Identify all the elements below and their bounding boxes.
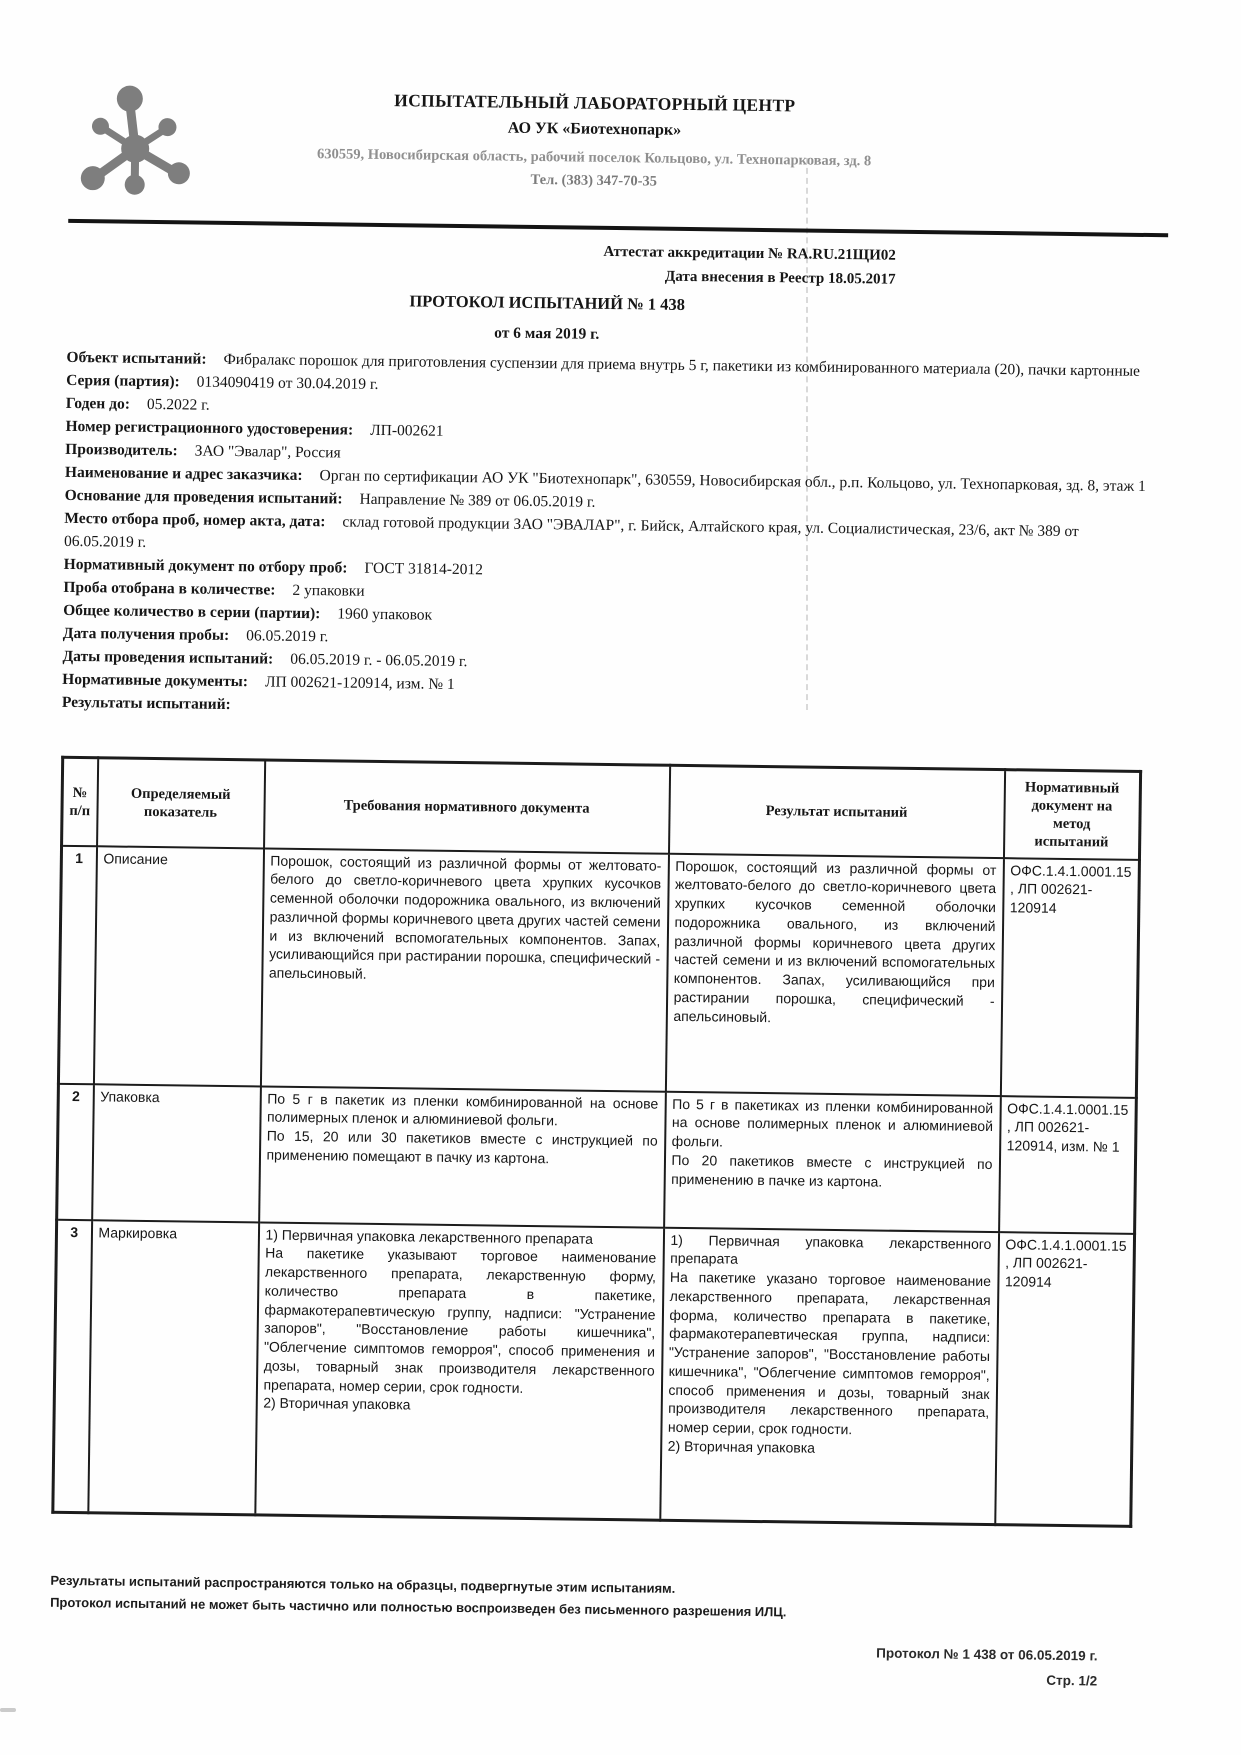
table-row	[53, 1219, 1135, 1526]
field-manufacturer: Производитель: ЗАО "Эвалар", Россия	[65, 440, 341, 462]
row-method-doc: ОФС.1.4.1.0001.15, ЛП 002621-120914, изм. № 1	[999, 1096, 1137, 1234]
row-requirement: По 5 г в пакетик из пленки комбинированной на основе полимерных пленок и алюминиевой фольги. По 15, 20 или 30 пакетиков вместе с инструкцией по применению помещают в пачку из картона.	[259, 1086, 666, 1227]
row-indicator: Упаковка	[92, 1084, 261, 1222]
table-row	[57, 1083, 1137, 1233]
field-customer: Наименование и адрес заказчика: Орган по сертификации АО УК "Биотехнопарк", 630559, Новосибирская обл., р.п. Кольцово, ул. Технопарковая, зд. 8, этаж 1	[64, 463, 1146, 495]
row-result: По 5 г в пакетиках из пленки комбинированной на основе полимерных пленок и алюминиевой фольги. По 20 пакетиков вместе с инструкцией по применению в пачке из картона.	[664, 1091, 1001, 1231]
organization-name: АО УК «Биотехнопарк»	[507, 119, 682, 139]
row-indicator: Маркировка	[88, 1220, 259, 1515]
footer-notes	[50, 1569, 1156, 1627]
field-registration-number: Номер регистрационного удостоверения: ЛП-002621	[65, 417, 444, 440]
row-num: 1	[58, 845, 96, 1083]
accreditation-block	[67, 233, 1174, 295]
header-requirement: Требования нормативного документа	[264, 760, 670, 853]
row-result: Порошок, состоящий из различной формы от желтовато-белого до светло-коричневого цвета хрупких кусочков семенной оболочки подорожника овального, из включений различной формы коричневого цвета других частей семени и из включений вспомогательных компонентов. Запах, усиливающийся при растирании порошка, специфический - апельсиновый.	[665, 853, 1003, 1095]
row-num: 2	[57, 1083, 94, 1219]
field-object: Объект испытаний: Фибралакс порошок для приготовления суспензии для приема внутрь 5 г, пакетики из комбинированного материала (20), пачки картонные	[66, 348, 1141, 380]
scan-artifact-bottom-left	[0, 1708, 16, 1712]
field-basis: Основание для проведения испытаний: Направление № 389 от 06.05.2019 г.	[64, 486, 596, 511]
field-sample-received-date: Дата получения пробы: 06.05.2019 г.	[62, 624, 329, 646]
row-requirement: 1) Первичная упаковка лекарственного препарата На пакетике указывают торговое наименование лекарственного препарата, лекарственную форму, количество препарата в пакетике, фармакотерапевтическую группу, надписи: "Устранение запоров", "Восстановление работы кишечника", "Облегчение симптомов геморроя", способ применения и дозы, товарный знак производителя лекарственного препарата, номер серии, срок годности. 2) Вторичная упаковка	[255, 1222, 664, 1520]
protocol-title-date: от 6 мая 2019 г.	[494, 324, 600, 343]
field-sample-quantity: Проба отобрана в количестве: 2 упаковки	[63, 578, 365, 600]
header-result: Результат испытаний	[669, 765, 1005, 857]
table-row	[58, 845, 1139, 1097]
protocol-fields	[62, 346, 1152, 728]
protocol-title-number: ПРОТОКОЛ ИСПЫТАНИЙ № 1 438	[409, 291, 686, 314]
field-batch-quantity: Общее количество в серии (партии): 1960 упаковок	[63, 601, 433, 624]
header-num: № п/п	[62, 757, 98, 845]
field-expiry: Годен до: 05.2022 г.	[65, 394, 210, 414]
row-method-doc: ОФС.1.4.1.0001.15, ЛП 002621-120914	[995, 1232, 1135, 1526]
protocol-reference: Протокол № 1 438 от 06.05.2019 г.	[876, 1645, 1098, 1663]
organization-address: 630559, Новосибирская область, рабочий поселок Кольцово, ул. Технопарковая, зд. 8	[316, 146, 872, 170]
molecule-logo-icon	[73, 82, 193, 202]
row-requirement: Порошок, состоящий из различной формы от желтовато-белого до светло-коричневого цвета хрупких кусочков семенной оболочки подорожника овального, из включений различной формы коричневого цвета других частей семени и из включений вспомогательных компонентов. Запах, усиливающийся при растирании порошка, специфический - апельсиновый.	[260, 848, 668, 1091]
letterhead-text	[69, 86, 1120, 197]
footer-note-reproduction: Протокол испытаний не может быть частично или полностью воспроизведен без письменного разрешения ИЛЦ.	[50, 1594, 787, 1619]
organization-phone: Тел. (383) 347-70-35	[530, 171, 658, 190]
accreditation-register-date: Дата внесения в Реестр 18.05.2017	[664, 268, 896, 288]
results-table	[51, 756, 1142, 1528]
accreditation-certificate: Аттестат аккредитации № RA.RU.21ЩИ02	[603, 243, 896, 264]
protocol-title	[67, 287, 1028, 350]
header-indicator: Определяемый показатель	[97, 758, 265, 848]
table-header-row	[62, 757, 1141, 859]
results-heading: Результаты испытаний:	[61, 693, 231, 714]
row-indicator: Описание	[93, 846, 263, 1086]
lab-center-title: ИСПЫТАТЕЛЬНЫЙ ЛАБОРАТОРНЫЙ ЦЕНТР	[394, 90, 796, 116]
header-method-doc: Нормативный документ на метод испытаний	[1003, 770, 1140, 860]
footer-note-samples: Результаты испытаний распространяются только на образцы, подвергнутые этим испытаниям.	[50, 1572, 676, 1596]
row-num: 3	[53, 1219, 92, 1512]
page-content	[49, 86, 1176, 1694]
field-sampling-standard: Нормативный документ по отбору проб: ГОСТ 31814-2012	[63, 555, 484, 579]
field-test-dates: Даты проведения испытаний: 06.05.2019 г. - 06.05.2019 г.	[62, 647, 468, 671]
field-sampling-place: Место отбора проб, номер акта, дата: склад готовой продукции ЗАО "ЭВАЛАР", г. Бийск, Алтайского края, ул. Социалистическая, 23/6, акт № 389 от 06.05.2019 г.	[63, 509, 1079, 551]
page-number: Стр. 1/2	[1046, 1672, 1098, 1688]
page-reference	[49, 1629, 1156, 1693]
field-normative-documents: Нормативные документы: ЛП 002621-120914, изм. № 1	[62, 670, 455, 693]
field-series: Серия (партия): 0134090419 от 30.04.2019 г.	[66, 371, 379, 393]
row-result: 1) Первичная упаковка лекарственного препарата На пакетике указано торговое наименование лекарственного препарата, лекарственная форма, количество препарата в пакетике, фармакотерапевтическая группа, надписи: "Устранение запоров", "Восстановление работы кишечника", "Облегчение симптомов геморроя", способ применения и дозы, товарный знак производителя лекарственного препарата, номер серии, срок годности. 2) Вторичная упаковка	[660, 1227, 999, 1524]
letterhead	[68, 86, 1175, 220]
row-method-doc: ОФС.1.4.1.0001.15, ЛП 002621-120914	[1000, 858, 1139, 1098]
